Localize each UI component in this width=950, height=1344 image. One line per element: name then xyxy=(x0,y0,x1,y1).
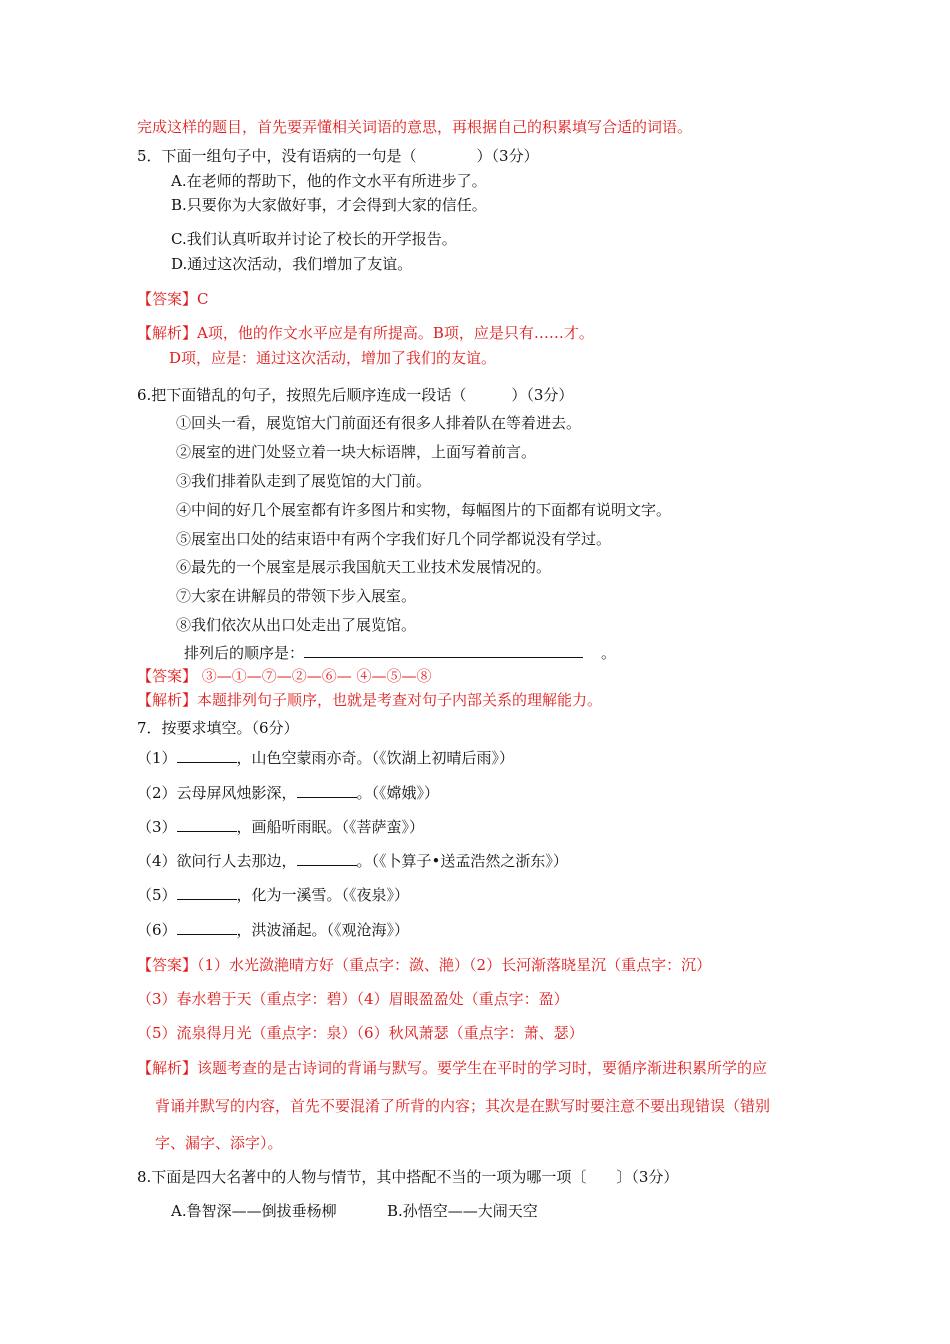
q7-answer-line-2: （3）春水碧于天（重点字：碧）（4）眉眼盈盈处（重点字：盈） xyxy=(137,990,569,1008)
q6-item-7: ⑦大家在讲解员的带领下步入展室。 xyxy=(176,587,417,605)
q7-item-3-blank[interactable] xyxy=(177,817,237,832)
q6-order-end: 。 xyxy=(601,644,617,662)
q7-item-4-source: 。（《卜算子•送孟浩然之浙东》） xyxy=(356,852,568,870)
q5-option-d: D.通过这次活动，我们增加了友谊。 xyxy=(171,255,413,273)
q7-answer-line-1: 【答案】（1）水光潋滟晴方好（重点字：潋、滟）（2）长河渐落晓星沉（重点字：沉） xyxy=(137,956,712,974)
q7-item-4-text: （4）欲问行人去那边， xyxy=(137,852,297,870)
q6-item-1: ①回头一看，展览馆大门前面还有很多人排着队在等着进去。 xyxy=(176,414,582,432)
q6-item-8: ⑧我们依次从出口处走出了展览馆。 xyxy=(176,616,417,634)
q5-option-c: C.我们认真听取并讨论了校长的开学报告。 xyxy=(171,230,457,248)
q6-order-label: 排列后的顺序是： xyxy=(184,644,305,662)
q7-item-5 xyxy=(137,885,409,905)
q5-answer: 【答案】C xyxy=(137,290,209,308)
q6-item-4: ④中间的好几个展室都有许多图片和实物，每幅图片的下面都有说明文字。 xyxy=(176,501,672,519)
q7-item-5-number: （5） xyxy=(137,886,177,904)
q5-analysis-line-1: 【解析】A项，他的作文水平应是有所提高。B项，应是只有……才。 xyxy=(137,324,594,342)
q8-option-a: A.鲁智深——倒拔垂杨柳 xyxy=(171,1202,337,1220)
q7-item-2-source: 。（《嫦娥》） xyxy=(356,784,440,802)
q6-item-3: ③我们排着队走到了展览馆的大门前。 xyxy=(176,472,432,490)
q7-item-6-number: （6） xyxy=(137,921,177,939)
q7-item-1-text: ，山色空蒙雨亦奇。（《饮湖上初晴后雨》） xyxy=(236,749,515,767)
q6-item-6: ⑥最先的一个展室是展示我国航天工业技术发展情况的。 xyxy=(176,558,552,576)
q5-option-a: A.在老师的帮助下，他的作文水平有所进步了。 xyxy=(171,172,487,190)
q7-item-3-number: （3） xyxy=(137,818,177,836)
q7-answer-line-3: （5）流泉得月光（重点字：泉）（6）秋风萧瑟（重点字：萧、瑟） xyxy=(137,1024,584,1042)
q7-item-2 xyxy=(137,783,439,803)
q7-item-6-blank[interactable] xyxy=(177,920,237,935)
q5-stem: 5．下面一组句子中，没有语病的一句是（ ）（3分） xyxy=(137,147,539,165)
q7-item-4 xyxy=(137,851,568,871)
q5-analysis-line-2: D项，应是：通过这次活动，增加了我们的友谊。 xyxy=(169,349,497,367)
previous-analysis-tail: 完成这样的题目，首先要弄懂相关词语的意思，再根据自己的积累填写合适的词语。 xyxy=(137,118,693,136)
q7-item-6 xyxy=(137,920,409,940)
q7-analysis-line-3: 字、漏字、添字）。 xyxy=(155,1134,283,1152)
q7-item-3-text: ，画船听雨眠。（《菩萨蛮》） xyxy=(236,818,425,836)
q7-stem: 7．按要求填空。（6分） xyxy=(137,719,299,737)
q7-item-2-text: （2）云母屏风烛影深， xyxy=(137,784,297,802)
q7-item-4-blank[interactable] xyxy=(297,851,357,866)
q7-item-2-blank[interactable] xyxy=(297,783,357,798)
q6-stem: 6.把下面错乱的句子，按照先后顺序连成一段话（ ）（3分） xyxy=(137,386,574,404)
q7-item-6-text: ，洪波涌起。（《观沧海》） xyxy=(236,921,410,939)
q6-item-5: ⑤展室出口处的结束语中有两个字我们好几个同学都说没有学过。 xyxy=(176,530,612,548)
q7-item-3 xyxy=(137,817,424,837)
q7-analysis-line-1: 【解析】该题考查的是古诗词的背诵与默写。要学生在平时的学习时，要循序渐进积累所学的应 xyxy=(137,1059,768,1077)
q7-item-1 xyxy=(137,748,514,768)
q7-item-1-blank[interactable] xyxy=(177,748,237,763)
q6-item-2: ②展室的进门处竖立着一块大标语牌，上面写着前言。 xyxy=(176,443,537,461)
q5-option-b: B.只要你为大家做好事，才会得到大家的信任。 xyxy=(171,196,487,214)
q7-item-5-blank[interactable] xyxy=(177,885,237,900)
q7-item-5-text: ，化为一溪雪。（《夜泉》） xyxy=(236,886,410,904)
q8-stem: 8.下面是四大名著中的人物与情节，其中搭配不当的一项为哪一项〔 〕（3分） xyxy=(137,1168,679,1186)
q7-item-1-number: （1） xyxy=(137,749,177,767)
q7-analysis-line-2: 背诵并默写的内容，首先不要混淆了所背的内容；其次是在默写时要注意不要出现错误（错别 xyxy=(155,1097,771,1115)
q8-option-b: B.孙悟空——大闹天空 xyxy=(387,1202,538,1220)
q6-order-blank[interactable] xyxy=(304,643,583,658)
q6-answer: 【答案】 ③—①—⑦—②—⑥— ④—⑤—⑧ xyxy=(137,667,432,685)
q6-analysis: 【解析】本题排列句子顺序，也就是考查对句子内部关系的理解能力。 xyxy=(137,691,603,709)
q6-order-line xyxy=(184,643,616,663)
